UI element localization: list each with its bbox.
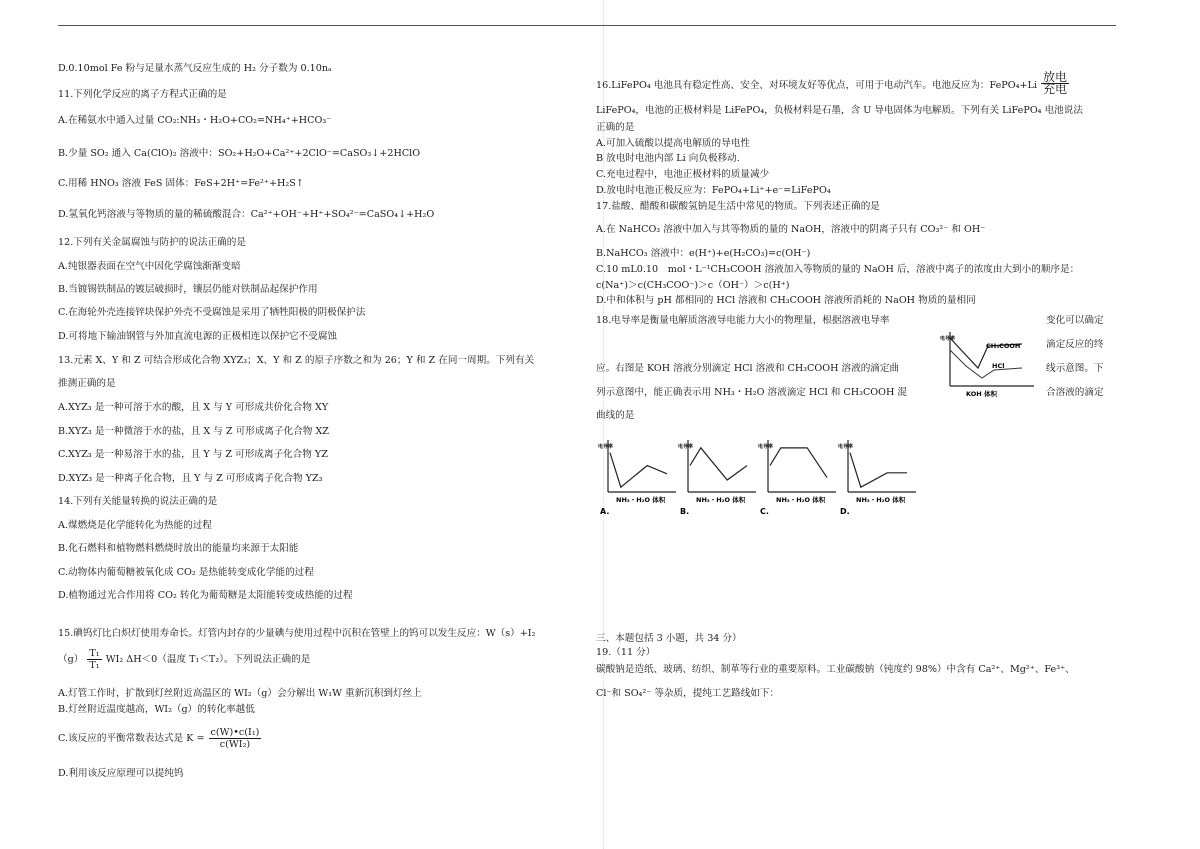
q16-stem-text: 16.LiFePO₄ 电池具有稳定性高、安全、对环境友好等优点，可用于电动汽车。电池反应为：FePO₄+Li xyxy=(596,80,1037,91)
q18-line3: 应。右图是 KOH 溶液分别滴定 HCl 溶液和 CH₃COOH 溶液的滴定曲 xyxy=(596,363,900,374)
q15-reaction-arrow xyxy=(87,648,101,671)
top-rule xyxy=(58,25,1116,26)
q19-line2: Cl⁻和 SO₄²⁻ 等杂质，提纯工艺路线如下： xyxy=(596,688,780,699)
q11-option-a: A.在稀氨水中通入过量 CO₂:NH₃・H₂O+CO₂=NH₄⁺+HCO₃⁻ xyxy=(58,115,332,126)
q13-option-b: B.XYZ₃ 是一种微溶于水的盐，且 X 与 Z 可形成离子化合物 XZ xyxy=(58,426,329,437)
q16-option-b: B 放电时电池内部 Li 向负极移动. xyxy=(596,153,740,164)
q16-option-d: D.放电时电池正极反应为：FePO₄+Li⁺+e⁻=LiFePO₄ xyxy=(596,185,831,196)
ref-ch3cooh-label: CH₃COOH xyxy=(986,342,1021,350)
q15-stem-pre: （g） xyxy=(58,654,84,665)
q18-line1-right: 变化可以确定 xyxy=(1046,315,1104,326)
q15-option-d: D.利用该反应原理可以提纯钨 xyxy=(58,768,184,779)
q11-option-d: D.氢氧化钙溶液与等物质的量的稀硫酸混合：Ca²⁺+OH⁻+H⁺+SO₄²⁻=CaSO₄↓+H₂O xyxy=(58,209,435,220)
q18-line4: 列示意图中，能正确表示用 NH₃・H₂O 溶液滴定 HCl 和 CH₃COOH 混 xyxy=(596,387,908,398)
q14-option-d: D.植物通过光合作用将 CO₂ 转化为葡萄糖是太阳能转变成热能的过程 xyxy=(58,590,353,601)
q15-arrow-top: T₁ xyxy=(89,648,100,659)
q16-arrow-top: 放电 xyxy=(1043,70,1068,84)
q13-option-c: C.XYZ₃ 是一种易溶于水的盐，且 Y 与 Z 可形成离子化合物 YZ xyxy=(58,449,328,460)
q16-arrow-bottom: 充电 xyxy=(1043,82,1068,96)
option-2-x-label: NH₃・H₂O 体积 xyxy=(776,496,826,504)
q17-option-c-line2: c(Na⁺)＞c(CH₃COO⁻)＞c（OH⁻）＞c(H⁺) xyxy=(596,280,790,291)
q14-stem: 14.下列有关能量转换的说法正确的是 xyxy=(58,496,218,507)
q12-option-d: D.可将地下输油钢管与外加直流电源的正极相连以保护它不受腐蚀 xyxy=(58,331,338,342)
q15-stem-line1: 15.碘钨灯比白炽灯使用寿命长。灯管内封存的少量碘与使用过程中沉积在管壁上的钨可以发生反应：W（s）+I₂ xyxy=(58,628,536,639)
option-1-x-label: NH₃・H₂O 体积 xyxy=(696,496,746,504)
q12-option-c: C.在海轮外壳连接锌块保护外壳不受腐蚀是采用了牺牲阳极的阴极保护法 xyxy=(58,307,366,318)
q13-option-d: D.XYZ₃ 是一种离子化合物，且 Y 与 Z 可形成离子化合物 YZ₃ xyxy=(58,473,323,484)
q15-k-numerator: c(W)•c(I₁) xyxy=(210,727,260,738)
q16-stem-line3: 正确的是 xyxy=(596,122,635,133)
q12-stem: 12.下列有关金属腐蚀与防护的说法正确的是 xyxy=(58,237,246,248)
q18-line4-right: 合溶液的滴定 xyxy=(1046,387,1104,398)
q18-line5: 曲线的是 xyxy=(596,410,635,421)
q15-c-prefix: C.该反应的平衡常数表达式是 K = xyxy=(58,733,205,744)
q13-stem-line1: 13.元素 X、Y 和 Z 可结合形成化合物 XYZ₃；X、Y 和 Z 的原子序数之和为 26；Y 和 Z 在同一周期。下列有关 xyxy=(58,355,535,366)
ref-hcl-label: HCl xyxy=(992,362,1005,370)
q18-line1: 18.电导率是衡量电解质溶液导电能力大小的物理量，根据溶液电导率 xyxy=(596,315,890,326)
option-3-x-label: NH₃・H₂O 体积 xyxy=(856,496,906,504)
q14-option-c: C.动物体内葡萄糖被氧化成 CO₂ 是热能转变成化学能的过程 xyxy=(58,567,314,578)
ref-y-label: 电导率 xyxy=(940,336,956,342)
q19-head: 19.（11 分） xyxy=(596,647,656,658)
ref-hcl-curve xyxy=(950,350,1022,378)
q13-stem-line2: 推测正确的是 xyxy=(58,378,116,389)
q15-option-c xyxy=(58,727,262,750)
option-label-d: D. xyxy=(840,507,850,516)
q15-option-b: B.灯丝附近温度越高，WI₂（g）的转化率越低 xyxy=(58,704,255,715)
q11-stem: 11.下列化学反应的离子方程式正确的是 xyxy=(58,89,227,100)
q18-reference-figure xyxy=(938,328,1038,398)
q16-option-c: C.充电过程中，电池正极材料的质量减少 xyxy=(596,169,770,180)
q17-option-c-line1: C.10 mL0.10 mol・L⁻¹CH₃COOH 溶液加入等物质的量的 NaOH 后，溶液中离子的浓度由大到小的顺序是： xyxy=(596,264,1080,275)
q15-stem-line2 xyxy=(58,648,310,671)
q12-option-b: B.当镀锡铁制品的镀层破损时，镶层仍能对铁制品起保护作用 xyxy=(58,284,318,295)
q17-option-a: A.在 NaHCO₃ 溶液中加入与其等物质的量的 NaOH，溶液中的阴离子只有 CO₃²⁻ 和 OH⁻ xyxy=(596,224,986,235)
option-1-y-label: 电导率 xyxy=(678,444,694,450)
q18-option-group xyxy=(598,440,916,516)
q15-option-a: A.灯管工作时，扩散到灯丝附近高温区的 WI₂（g）会分解出 W₁W 重新沉积到灯丝上 xyxy=(58,688,422,699)
q15-stem-post: WI₂ ΔH＜0（温度 T₁＜T₂）。下列说法正确的是 xyxy=(105,654,311,665)
q17-option-d: D.中和体积与 pH 都相同的 HCl 溶液和 CH₃COOH 溶液所消耗的 NaOH 物质的量相同 xyxy=(596,295,976,306)
q12-option-a: A.纯银器表面在空气中因化学腐蚀渐渐变暗 xyxy=(58,261,241,272)
q17-option-b: B.NaHCO₃ 溶液中：e(H⁺)+e(H₂CO₃)=c(OH⁻) xyxy=(596,248,811,259)
q17-stem: 17.盐酸、醋酸和碳酸氢钠是生活中常见的物质。下列表述正确的是 xyxy=(596,201,880,212)
option-2-curve xyxy=(770,448,827,478)
q16-stem-line2: LiFePO₄，电池的正极材料是 LiFePO₄，负极材料是石墨，含 U 导电固体为电解质。下列有关 LiFePO₄ 电池说法 xyxy=(596,105,1083,116)
option-0-x-label: NH₃・H₂O 体积 xyxy=(616,496,666,504)
option-0-curve xyxy=(610,453,667,488)
q18-option-figures xyxy=(596,432,936,518)
q13-option-a: A.XYZ₃ 是一种可溶于水的酸，且 X 与 Y 可形成共价化合物 XY xyxy=(58,402,329,413)
section-3-heading: 三、本题包括 3 小题，共 34 分） xyxy=(596,633,742,644)
q14-option-a: A.煤燃烧是化学能转化为热能的过程 xyxy=(58,520,212,531)
q11-option-b: B.少量 SO₂ 通入 Ca(ClO)₂ 溶液中：SO₂+H₂O+Ca²⁺+2ClO⁻=CaSO₃↓+2HClO xyxy=(58,148,421,159)
option-0-y-label: 电导率 xyxy=(598,444,614,450)
q15-arrow-bottom: T₁ xyxy=(89,660,100,671)
option-1-curve xyxy=(690,448,747,480)
option-label-c: C. xyxy=(760,507,769,516)
option-3-curve xyxy=(850,453,907,488)
option-3-y-label: 电导率 xyxy=(838,444,854,450)
q14-option-b: B.化石燃料和植物燃料燃烧时放出的能量均来源于太阳能 xyxy=(58,543,299,554)
option-label-a: A. xyxy=(600,507,610,516)
q15-k-denominator: c(WI₂) xyxy=(219,739,251,750)
q10-option-d: D.0.10mol Fe 粉与足量水蒸气反应生成的 H₂ 分子数为 0.10nₐ xyxy=(58,63,332,74)
q16-option-a: A.可加入硫酸以提高电解质的导电性 xyxy=(596,138,750,149)
option-2-y-label: 电导率 xyxy=(758,444,774,450)
q16-reaction-arrow xyxy=(1041,72,1069,95)
option-label-b: B. xyxy=(680,507,690,516)
q11-option-c: C.用稀 HNO₃ 溶液 FeS 固体：FeS+2H⁺=Fe²⁺+H₂S↑ xyxy=(58,178,304,189)
q15-k-expression xyxy=(209,727,262,750)
q19-line1: 碳酸钠是造纸、玻璃、纺织、制革等行业的重要原料。工业碳酸钠（钝度约 98%）中含有 Ca²⁺、Mg²⁺、Fe³⁺、 xyxy=(596,664,1075,675)
q18-line3-right: 线示意图。下 xyxy=(1046,363,1104,374)
q16-stem-line1 xyxy=(596,70,1070,97)
q18-line2-right: 滴定反应的终 xyxy=(1046,339,1104,350)
ref-x-label: KOH 体积 xyxy=(966,390,997,398)
